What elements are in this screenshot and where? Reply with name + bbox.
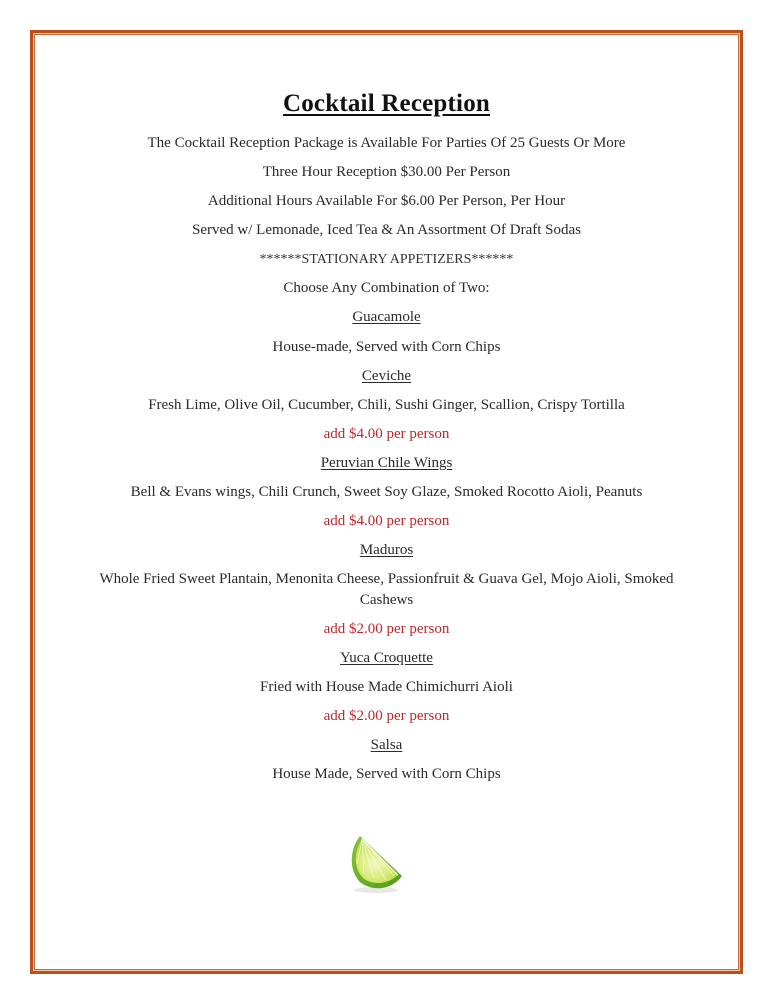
- item-name-ceviche: Ceviche: [361, 368, 412, 384]
- item-description-guacamole: House-made, Served with Corn Chips: [272, 339, 501, 355]
- item-description-ceviche: Fresh Lime, Olive Oil, Cucumber, Chili, Sushi Ginger, Scallion, Crispy Tortilla: [148, 397, 625, 413]
- item-price-maduros: add $2.00 per person: [323, 621, 450, 637]
- item-price-ceviche: add $4.00 per person: [323, 426, 450, 442]
- item-description-maduros: Whole Fried Sweet Plantain, Menonita Cheese, Passionfruit & Guava Gel, Mojo Aioli, Smoked Cashews: [99, 571, 674, 608]
- item-description-salsa: House Made, Served with Corn Chips: [272, 766, 501, 782]
- item-name-salsa: Salsa: [370, 737, 403, 753]
- item-description-yuca-croquette: Fried with House Made Chimichurri Aioli: [260, 679, 513, 695]
- section-instruction: Choose Any Combination of Two:: [283, 280, 490, 296]
- item-name-maduros: Maduros: [359, 542, 414, 558]
- section-heading: ******STATIONARY APPETIZERS******: [259, 252, 514, 267]
- item-name-peruvian-chile-wings: Peruvian Chile Wings: [320, 455, 453, 471]
- item-name-guacamole: Guacamole: [352, 309, 421, 325]
- item-name-yuca-croquette: Yuca Croquette: [340, 650, 433, 666]
- intro-line-additional-hours: Additional Hours Available For $6.00 Per Person, Per Hour: [207, 193, 566, 209]
- lime-wedge-icon: [346, 830, 406, 894]
- intro-line-guests: The Cocktail Reception Package is Available For Parties Of 25 Guests Or More: [147, 135, 626, 151]
- page-title: Cocktail Reception: [282, 90, 491, 117]
- intro-line-beverages: Served w/ Lemonade, Iced Tea & An Assortment Of Draft Sodas: [192, 222, 581, 238]
- item-price-yuca-croquette: add $2.00 per person: [323, 708, 450, 724]
- item-description-peruvian-chile-wings: Bell & Evans wings, Chili Crunch, Sweet Soy Glaze, Smoked Rocotto Aioli, Peanuts: [130, 484, 643, 500]
- intro-line-price: Three Hour Reception $30.00 Per Person: [262, 164, 511, 180]
- item-price-peruvian-chile-wings: add $4.00 per person: [323, 513, 450, 529]
